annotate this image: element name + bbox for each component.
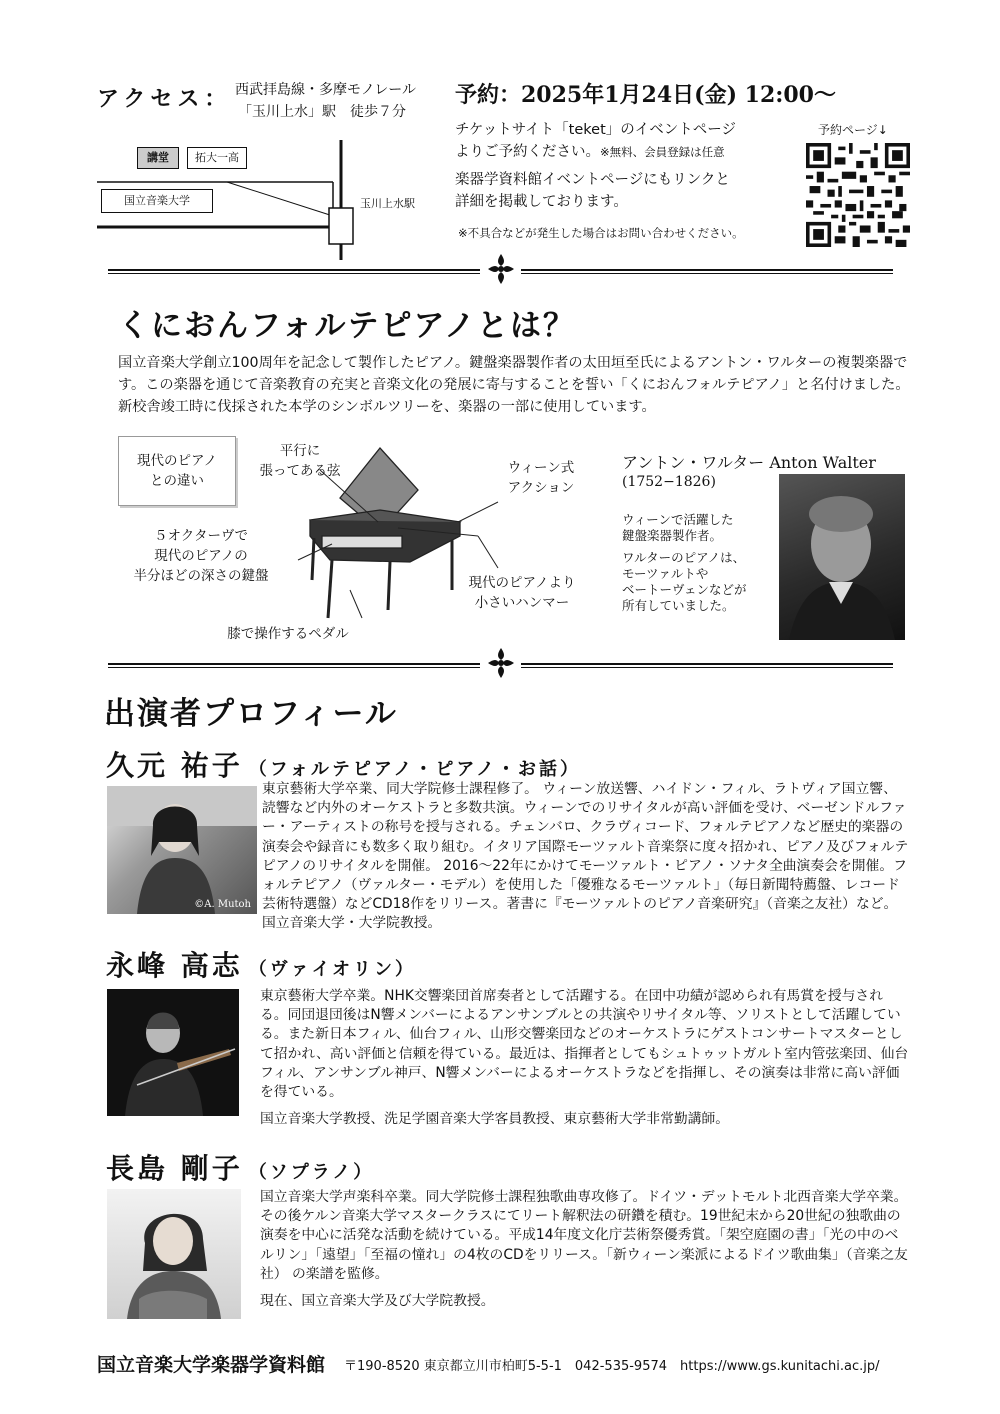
difference-label-1: 現代のピアノ — [137, 453, 217, 469]
performer-2-photo — [107, 989, 239, 1116]
difference-box — [118, 436, 236, 506]
reservation-line-2-note: ※無料、会員登録は任意 — [600, 145, 725, 159]
map-takudai: 拓大一高 — [187, 147, 247, 169]
performer-1-role: （フォルテピアノ・ピアノ・お話） — [248, 759, 581, 780]
footer-address[interactable]: 〒190-8520 東京都立川市柏町5-5-1 042-535-9574 https://www.gs.kunitachi.ac.jp/ — [344, 1359, 880, 1374]
reservation-title: 予約：2025年1月24日(金) 12:00〜 — [455, 82, 836, 108]
access-line-1: 西武拝島線・多摩モノレール — [235, 82, 417, 98]
about-text: 国立音楽大学創立100周年を記念して製作したピアノ。鍵盤楽器製作者の太田垣至氏によるアントン・ワルターの複製楽器です。この楽器を通じて音楽教育の充実と音楽文化の発展に寄与することを誓い「くにおんフォルテピアノ」と名付けました。新校舎竣工時に伐採された本学のシンボルツリーを、楽器の一部に使用しています。 — [118, 355, 910, 415]
fortepiano-illustration — [270, 440, 500, 630]
walter-desc-5: ベートーヴェンなどが — [622, 582, 747, 597]
reservation-line-2-wrap — [455, 141, 725, 163]
note-action-1: ウィーン式 — [507, 460, 575, 476]
divider-ornament-2 — [108, 652, 893, 676]
walter-desc-2: 鍵盤楽器製作者。 — [622, 528, 723, 543]
performer-1-photo-credit: ©A. Mutoh — [194, 899, 251, 910]
note-hammer-2: 小さいハンマー — [474, 595, 570, 611]
note-strings-2: 張ってある弦 — [259, 463, 341, 479]
reservation-line-2: よりご予約ください。 — [455, 144, 600, 160]
note-keys-3: 半分ほどの深さの鍵盤 — [133, 568, 269, 584]
note-action-2: アクション — [507, 480, 575, 496]
walter-desc-4: モーツァルトや — [622, 566, 709, 581]
walter-years: (1752−1826) — [622, 474, 716, 490]
performer-3-role: （ソプラノ） — [248, 1162, 375, 1183]
walter-desc-3: ワルターのピアノは、 — [622, 550, 746, 565]
performer-2-bio-last: 国立音楽大学教授、洗足学園音楽大学客員教授、東京藝術大学非常勤講師。 — [260, 1111, 730, 1127]
walter-portrait — [779, 474, 905, 640]
performer-1-photo — [107, 786, 257, 914]
performer-3-name: 長島 剛子 — [106, 1152, 243, 1185]
performer-3-heading — [106, 1147, 374, 1187]
reservation-line-1: チケットサイト「teket」のイベントページ — [455, 122, 736, 138]
walter-desc-6: 所有していました。 — [622, 598, 735, 613]
qr-label: 予約ページ↓ — [818, 123, 888, 137]
fleur-icon — [487, 646, 515, 680]
note-strings-1: 平行に — [279, 443, 321, 459]
performer-1-name: 久元 祐子 — [106, 749, 243, 782]
note-action — [493, 458, 589, 498]
map-station: 玉川上水駅 — [360, 197, 415, 210]
reservation-line-3: 楽器学資料館イベントページにもリンクと — [455, 172, 730, 188]
walter-desc — [622, 512, 747, 614]
footer-name: 国立音楽大学楽器学資料館 — [97, 1354, 326, 1376]
performer-2-name: 永峰 高志 — [106, 949, 243, 982]
access-label: アクセス： — [97, 86, 232, 112]
difference-label-2: との違い — [150, 473, 204, 489]
note-keys-2: 現代のピアノの — [154, 548, 248, 564]
access-map — [97, 140, 437, 260]
walter-name: アントン・ワルター Anton Walter — [622, 453, 876, 472]
performer-1-bio: 東京藝術大学卒業、同大学院修士課程修了。 ウィーン放送響、ハイドン・フィル、ラトヴィア国立響、読響など内外のオーケストラと多数共演。ウィーンでのリサイタルが高い評価を受け、ベーゼンドルファー・アーティストの称号を授与される。チェンバロ、クラヴィコード、フォルテピアノなど歴史的楽器の演奏会や録音にも数多く取り組む。イタリア国際モーツァルト音楽祭に度々招かれ、ピアノ及びフォルテピアノのリサイタルを開催。 2016〜22年にかけてモーツァルト・ピアノ・ソナタ全曲演奏会を開催。フォルテピアノ（ヴァルター・モデル）を使用した「優雅なるモーツァルト」（毎日新聞特薦盤、レコード芸術特選盤）などCD18作をリリース。著書に『モーツァルトのピアノ音楽研究』（音楽之友社）など。国立音楽大学・大学院教授。 — [262, 781, 909, 932]
profiles-title: 出演者プロフィール — [104, 696, 398, 732]
note-hammer-1: 現代のピアノより — [468, 575, 576, 591]
map-university: 国立音楽大学 — [101, 189, 213, 213]
access-line-2: 「玉川上水」駅 徒歩７分 — [238, 104, 406, 120]
qr-code[interactable] — [806, 143, 910, 247]
performer-3-bio-last: 現在、国立音楽大学及び大学院教授。 — [260, 1293, 495, 1309]
fleur-icon — [487, 252, 515, 286]
walter-desc-1: ウィーンで活躍した — [622, 512, 734, 527]
about-title: くにおんフォルテピアノとは？ — [118, 308, 576, 344]
performer-3-photo — [107, 1189, 241, 1319]
performer-1-heading — [106, 744, 581, 784]
note-keys — [117, 526, 285, 586]
reservation-note: ※不具合などが発生した場合はお問い合わせください。 — [458, 226, 744, 240]
performer-2-heading — [106, 944, 416, 984]
note-keys-1: ５オクターヴで — [154, 528, 248, 544]
map-lecture-hall: 講堂 — [137, 147, 179, 169]
performer-2-bio: 東京藝術大学卒業。NHK交響楽団首席奏者として活躍する。在団中功績が認められ有馬賞を授与される。同団退団後はN響メンバーによるアンサンブルとの共演やリサイタル等、ソリストとして活躍している。また新日本フィル、仙台フィル、山形交響楽団などのオーケストラにゲストコンサートマスターとして招かれ、高い評価と信頼を得ている。最近は、指揮者としてもシュトゥットガルト室内管弦楽団、仙台フィル、アンサンブル神戸、N響メンバーによるオーケストラなどを指揮し、その演奏は非常に高い評価を得ている。 — [260, 988, 909, 1101]
performer-3-bio: 国立音楽大学声楽科卒業。同大学院修士課程独歌曲専攻修了。ドイツ・デットモルト北西音楽大学卒業。その後ケルン音楽大学マスタークラスにてリート解釈法の研鑽を積む。19世紀末から20世紀の独歌曲の演奏を中心に活発な活動を続けている。平成14年度文化庁芸術祭優秀賞。「架空庭園の書」「光の中のベルリン」「遠望」「至福の憧れ」の4枚のCDをリリース。「新ウィーン楽派によるドイツ歌曲集」（音楽之友社） の楽譜を監修。 — [260, 1189, 908, 1282]
performer-2-role: （ヴァイオリン） — [248, 959, 417, 980]
reservation-line-4: 詳細を掲載しております。 — [455, 194, 628, 210]
divider-ornament — [108, 258, 893, 282]
note-pedal: 膝で操作するペダル — [227, 626, 349, 642]
